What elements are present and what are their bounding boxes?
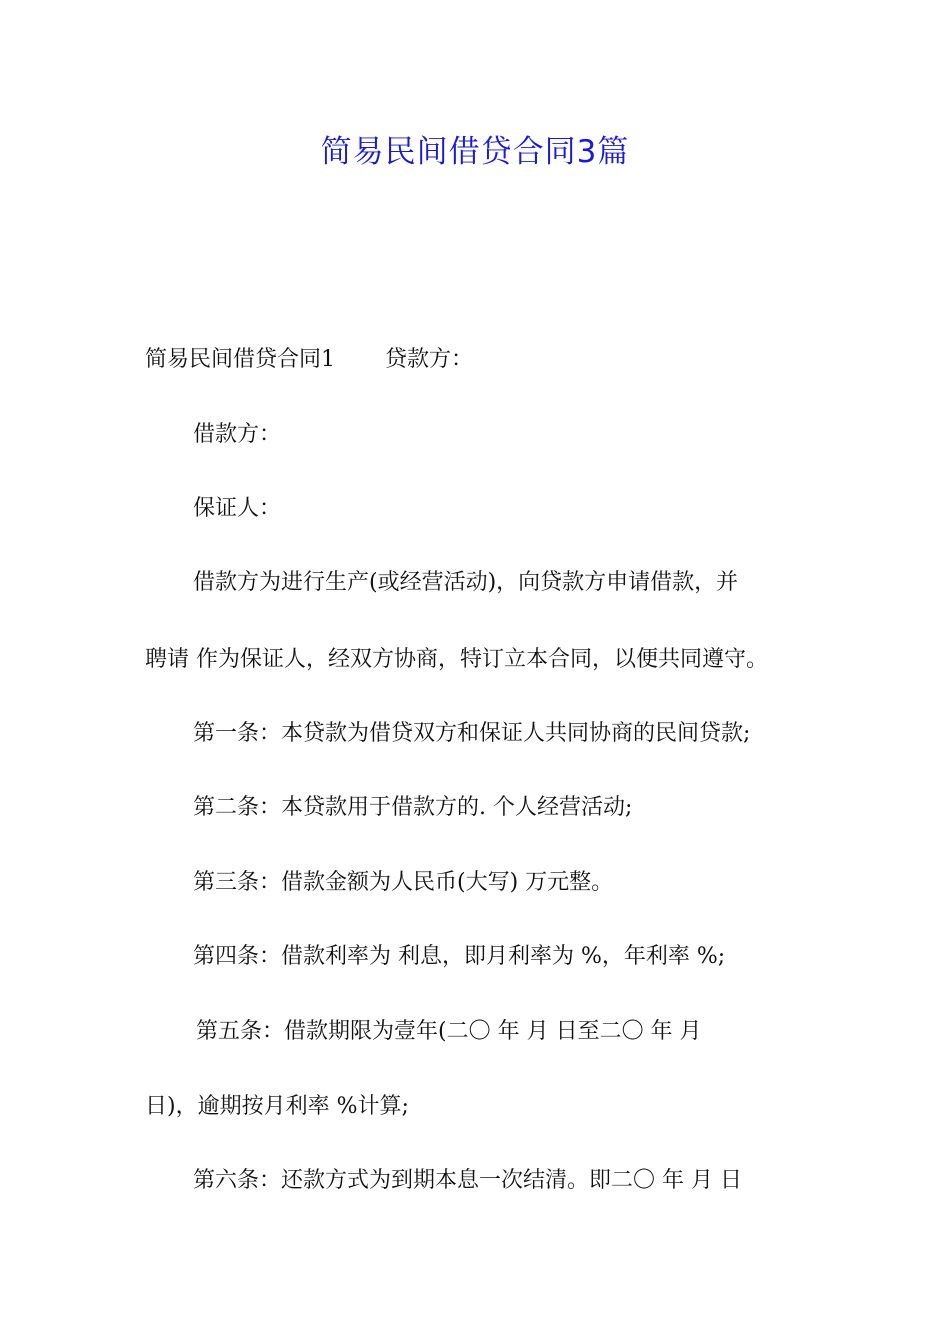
- contract-number-label: 简易民间借贷合同1: [145, 347, 335, 372]
- article-5-line-2: 日)，逾期按月利率 %计算;: [145, 1094, 409, 1119]
- guarantor-line: 保证人：: [193, 496, 282, 521]
- article-1: 第一条：本贷款为借贷双方和保证人共同协商的民间贷款;: [193, 721, 751, 746]
- contract-heading-line: [145, 342, 825, 378]
- article-6: 第六条：还款方式为到期本息一次结清。即二〇 年 月 日: [193, 1168, 742, 1193]
- document-title: 简易民间借贷合同3篇: [320, 134, 630, 170]
- lender-label: 贷款方：: [385, 347, 474, 372]
- preamble-line-2: 聘请 作为保证人，经双方协商，特订立本合同，以便共同遵守。: [145, 647, 768, 672]
- article-3: 第三条：借款金额为人民币(大写) 万元整。: [193, 870, 614, 895]
- article-5-line-1: 第五条：借款期限为壹年(二〇 年 月 日至二〇 年 月: [196, 1019, 702, 1044]
- preamble-line-1: 借款方为进行生产(或经营活动)，向贷款方申请借款，并: [193, 570, 739, 595]
- article-4: 第四条：借款利率为 利息，即月利率为 %，年利率 %;: [193, 944, 726, 969]
- borrower-line: 借款方：: [193, 422, 282, 447]
- article-2: 第二条：本贷款用于借款方的. 个人经营活动;: [193, 795, 633, 820]
